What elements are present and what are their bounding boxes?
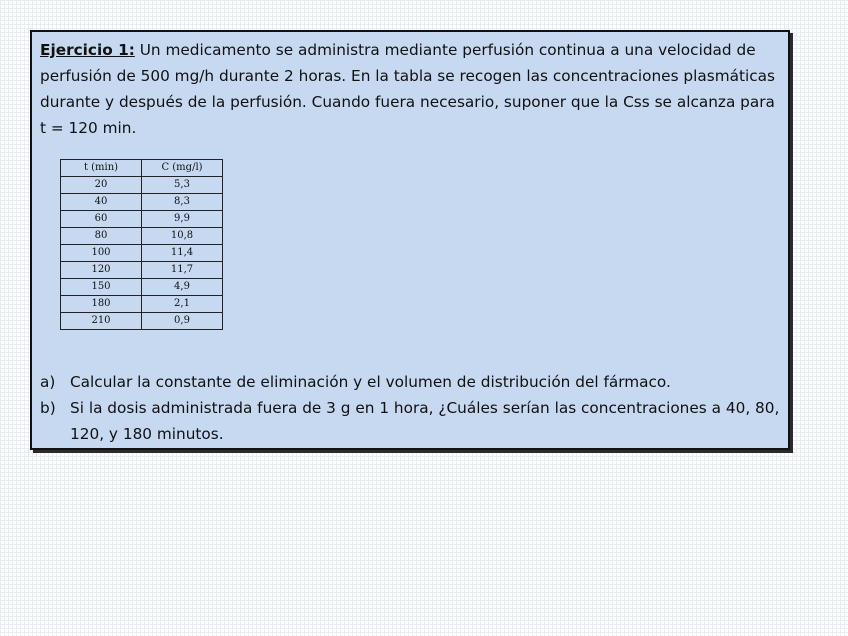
- time-cell: 60: [61, 211, 142, 228]
- table-row: [61, 313, 223, 330]
- concentration-cell: 5,3: [142, 177, 223, 194]
- question-item: [40, 395, 780, 447]
- question-letter: b): [40, 399, 56, 417]
- table-header-row: [61, 160, 223, 177]
- concentration-cell: 10,8: [142, 228, 223, 245]
- table-row: [61, 279, 223, 296]
- exercise-text: Un medicamento se administra mediante perfusión continua a una velocidad de perfusión de 500 mg/h durante 2 horas. En la tabla se recogen las concentraciones plasmáticas durante y después de la perfusión. Cuando fuera necesario, suponer que la Css se alcanza para t = 120 min.: [40, 41, 775, 137]
- time-cell: 180: [61, 296, 142, 313]
- exercise-statement: [40, 37, 780, 141]
- time-cell: 120: [61, 262, 142, 279]
- time-cell: 210: [61, 313, 142, 330]
- time-cell: 20: [61, 177, 142, 194]
- table-row: [61, 194, 223, 211]
- table-row: [61, 245, 223, 262]
- question-item: [40, 369, 780, 395]
- question-letter: a): [40, 373, 56, 391]
- question-text: Calcular la constante de eliminación y el volumen de distribución del fármaco.: [70, 373, 671, 391]
- time-cell: 150: [61, 279, 142, 296]
- questions-list: [40, 369, 780, 447]
- concentration-cell: 11,4: [142, 245, 223, 262]
- time-cell: 80: [61, 228, 142, 245]
- concentration-cell: 8,3: [142, 194, 223, 211]
- exercise-box: [30, 30, 790, 450]
- table-row: [61, 296, 223, 313]
- column-header-time: t (min): [61, 160, 142, 177]
- table-row: [61, 262, 223, 279]
- table-row: [61, 177, 223, 194]
- concentration-cell: 4,9: [142, 279, 223, 296]
- exercise-label: Ejercicio 1:: [40, 41, 135, 59]
- concentration-cell: 0,9: [142, 313, 223, 330]
- concentration-cell: 9,9: [142, 211, 223, 228]
- question-text: Si la dosis administrada fuera de 3 g en 1 hora, ¿Cuáles serían las concentraciones a 40, 80, 120, y 180 minutos.: [70, 399, 780, 443]
- table-row: [61, 228, 223, 245]
- concentration-cell: 2,1: [142, 296, 223, 313]
- column-header-concentration: C (mg/l): [142, 160, 223, 177]
- concentration-cell: 11,7: [142, 262, 223, 279]
- table-row: [61, 211, 223, 228]
- time-cell: 40: [61, 194, 142, 211]
- time-cell: 100: [61, 245, 142, 262]
- concentration-table: [60, 159, 223, 330]
